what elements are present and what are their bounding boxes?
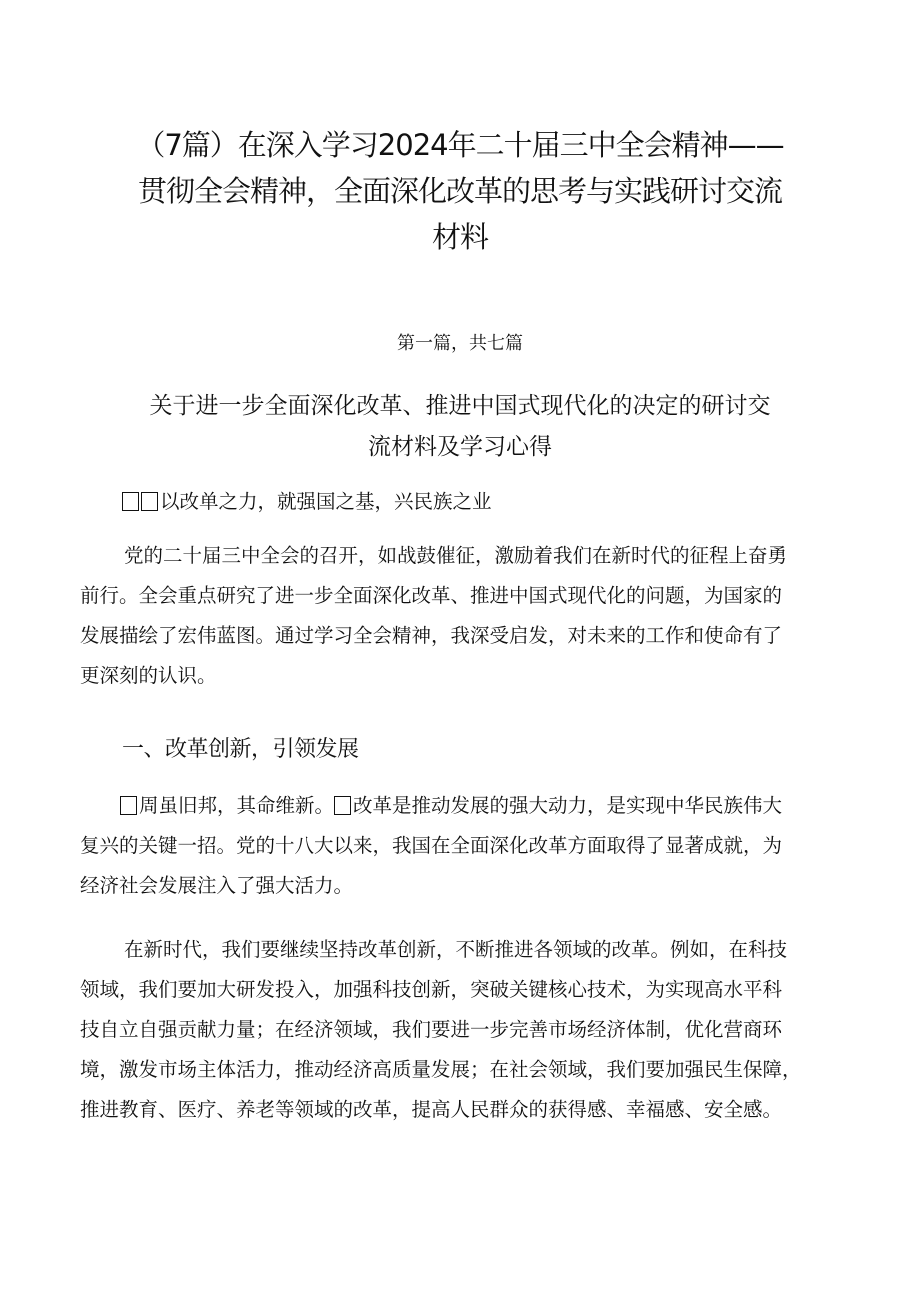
motto-text: 以改单之力，就强国之基，兴民族之业	[160, 490, 492, 513]
document-title	[60, 122, 860, 260]
paragraph-intro	[80, 536, 860, 696]
missing-glyph-box	[120, 796, 137, 815]
paragraph-line: 党的二十届三中全会的召开，如战鼓催征，激励着我们在新时代的征程上奋勇	[124, 544, 788, 567]
subtitle-line: 流材料及学习心得	[368, 434, 552, 460]
paragraph-line: 推进教育、医疗、养老等领域的改革，提高人民群众的获得感、幸福感、安全感。	[80, 1098, 783, 1121]
paragraph-text: 改革是推动发展的强大动力，是实现中华民族伟大	[353, 794, 783, 817]
paragraph-line: 技自立自强贡献力量；在经济领域，我们要进一步完善市场经济体制，优化营商环	[80, 1018, 783, 1041]
paragraph-line: 在新时代，我们要继续坚持改革创新，不断推进各领域的改革。例如，在科技	[124, 938, 788, 961]
title-line: 材料	[431, 220, 488, 254]
paragraph-reform	[80, 786, 860, 906]
missing-glyph-box	[334, 796, 351, 815]
missing-glyph-box	[141, 492, 158, 511]
paragraph-line: 复兴的关键一招。党的十八大以来，我国在全面深化改革方面取得了显著成就，为	[80, 834, 783, 857]
title-line: 贯彻全会精神，全面深化改革的思考与实践研讨交流	[137, 174, 782, 208]
motto-line	[122, 482, 902, 522]
missing-glyph-box	[122, 492, 139, 511]
article-subtitle	[100, 386, 820, 468]
paragraph-line: 前行。全会重点研究了进一步全面深化改革、推进中国式现代化的问题，为国家的	[80, 584, 783, 607]
paragraph-line: 境，激发市场主体活力，推动经济高质量发展；在社会领域，我们要加强民生保障，	[80, 1058, 802, 1081]
paragraph-line: 发展描绘了宏伟蓝图。通过学习全会精神，我深受启发，对未来的工作和使命有了	[80, 624, 783, 647]
title-line: （7篇）在深入学习2024年二十届三中全会精神——	[136, 128, 784, 162]
paragraph-text: 周虽旧邦，其命维新。	[139, 794, 335, 817]
subtitle-line: 关于进一步全面深化改革、推进中国式现代化的决定的研讨交	[149, 393, 771, 419]
chapter-label: 第一篇，共七篇	[397, 333, 523, 354]
paragraph-line: 领域，我们要加大研发投入，加强科技创新，突破关键核心技术，为实现高水平科	[80, 978, 783, 1001]
paragraph-new-era	[80, 930, 860, 1130]
paragraph-line: 经济社会发展注入了强大活力。	[80, 874, 354, 897]
paragraph-line: 更深刻的认识。	[80, 664, 217, 687]
section-heading: 一、改革创新，引领发展	[122, 737, 359, 762]
